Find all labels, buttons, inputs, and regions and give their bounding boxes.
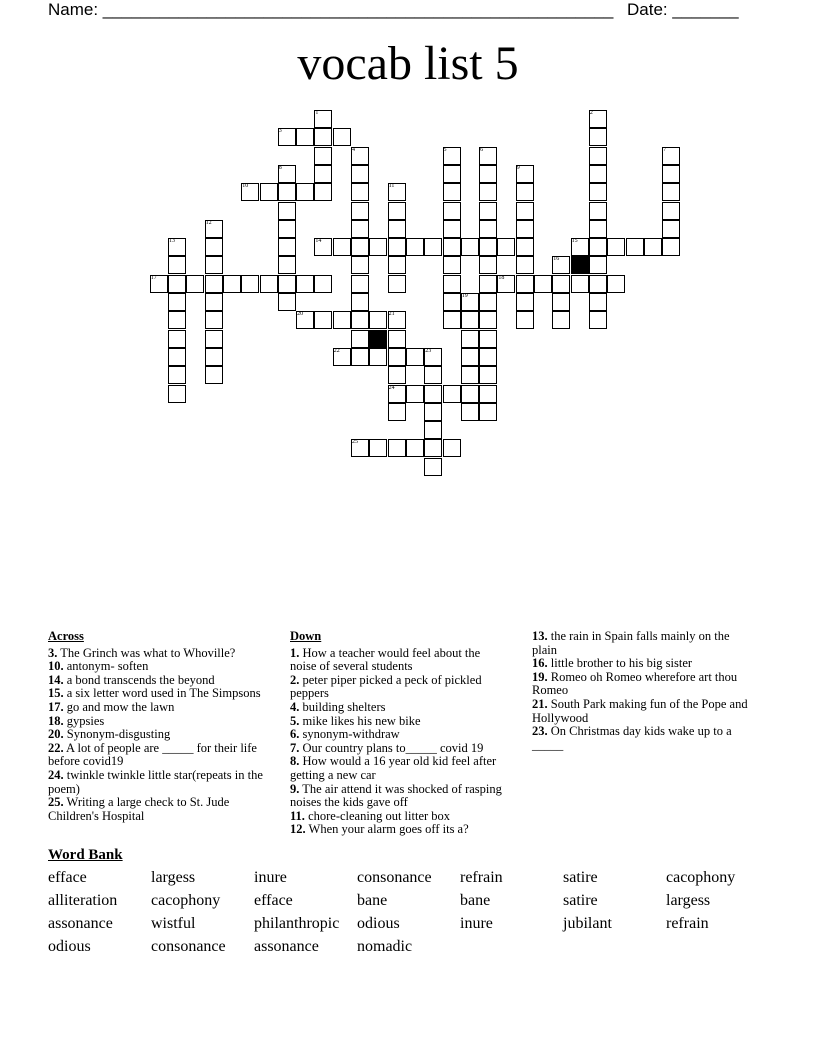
crossword-cell[interactable] [443,439,461,457]
crossword-cell[interactable] [424,439,442,457]
crossword-cell[interactable] [314,147,332,165]
clue-number: 10 [242,183,249,190]
clue-number: 4 [352,146,355,153]
crossword-cell[interactable] [351,330,369,348]
clue-number: 6. [290,727,300,742]
crossword-cell[interactable] [424,238,442,256]
clue-number: 15. [48,686,64,701]
clue-number: 18. [48,713,64,728]
clue-number: 11. [290,808,305,823]
crossword-cell[interactable] [278,202,296,220]
crossword-cell[interactable] [205,366,223,384]
date-field-label: Date: _______ [627,0,739,19]
crossword-cell[interactable] [479,403,497,421]
clue-number: 8. [290,754,300,769]
clue-number: 5 [443,146,447,153]
crossword-cell[interactable] [406,439,424,457]
crossword-cell[interactable] [589,238,607,256]
crossword-cell[interactable] [351,220,369,238]
crossword-grid [0,0,816,500]
word-bank-item: nomadic [357,938,413,955]
crossword-cell[interactable] [479,293,497,311]
crossword-cell[interactable] [607,238,625,256]
crossword-cell[interactable] [662,165,680,183]
crossword-cell[interactable] [260,275,278,293]
crossword-cell[interactable] [369,238,387,256]
clue-item [48,769,263,796]
clue-text: Romeo oh Romeo wherefore art thou Romeo [532,669,738,698]
crossword-cell[interactable] [168,275,186,293]
crossword-cell[interactable] [205,293,223,311]
down-clues [290,630,505,837]
crossword-cell[interactable] [443,385,461,403]
crossword-cell[interactable] [552,275,570,293]
crossword-cell[interactable] [461,330,479,348]
crossword-cell[interactable] [388,439,406,457]
clue-number: 4. [290,699,300,714]
clue-item [532,630,757,657]
clue-number: 19 [461,293,468,299]
clue-item [48,687,263,701]
clue-text: antonym- soften [63,659,149,674]
crossword-cell[interactable] [388,275,406,293]
clue-number: 9. [290,781,300,796]
crossword-cell[interactable] [388,366,406,384]
clue-item [532,671,757,698]
word-bank-item: odious [357,915,400,932]
crossword-cell[interactable] [388,403,406,421]
crossword-cell[interactable] [406,385,424,403]
clue-item [532,725,757,752]
clue-number: 1. [290,645,300,660]
clue-item [48,715,263,729]
clue-item [532,657,757,671]
clue-text: little brother to his big sister [547,656,693,671]
clue-number: 23. [532,724,548,739]
crossword-cell[interactable] [314,311,332,329]
crossword-cell[interactable] [589,256,607,274]
clue-item [290,823,505,837]
crossword-cell[interactable] [278,183,296,201]
crossword-cell[interactable] [443,256,461,274]
crossword-cell[interactable] [223,275,241,293]
crossword-cell[interactable] [424,385,442,403]
crossword-cell[interactable] [479,165,497,183]
crossword-cell[interactable] [205,348,223,366]
crossword-cell[interactable] [168,311,186,329]
crossword-cell[interactable] [443,220,461,238]
word-bank-item: satire [563,892,598,909]
clue-item [48,728,263,742]
clue-text: When your alarm goes off its a? [305,822,469,837]
crossword-cell[interactable] [168,366,186,384]
crossword-cell[interactable] [296,275,314,293]
crossword-cell[interactable] [589,202,607,220]
crossword-cell[interactable] [424,421,442,439]
crossword-cell[interactable] [278,220,296,238]
clue-item [48,701,263,715]
crossword-cell[interactable] [443,238,461,256]
clue-number: 21. [532,696,548,711]
crossword-cell[interactable] [406,238,424,256]
clue-number: 17. [48,699,64,714]
crossword-cell[interactable] [443,275,461,293]
word-bank-item: odious [48,938,91,955]
crossword-cell[interactable] [443,311,461,329]
word-bank-item: wistful [151,915,196,932]
word-bank-item: inure [460,915,493,932]
clue-text: go and mow the lawn [63,699,175,714]
clue-text: How would a 16 year old kid feel after getting a new car [290,754,497,782]
clue-number: 3 [278,128,282,135]
crossword-cell[interactable] [589,183,607,201]
crossword-cell[interactable] [552,293,570,311]
crossword-cell[interactable] [351,275,369,293]
clue-number: 12 [205,219,212,226]
crossword-cell[interactable] [351,202,369,220]
clue-number: 9 [516,164,520,171]
word-bank-item: bane [357,892,388,909]
crossword-cell[interactable] [497,238,515,256]
crossword-cell[interactable] [278,293,296,311]
word-bank-item: efface [254,892,293,909]
clue-item [290,674,505,701]
crossword-cell[interactable] [479,202,497,220]
word-bank [48,868,769,956]
crossword-cell[interactable] [479,311,497,329]
crossword-cell[interactable] [205,330,223,348]
clue-text: Writing a large check to St. Jude Children's Hospital [48,795,230,823]
crossword-cell[interactable] [461,311,479,329]
clue-item [48,742,263,769]
word-bank-item: cacophony [666,869,736,886]
word-bank-title: Word Bank [48,847,123,863]
crossword-cell[interactable] [516,311,534,329]
clue-text: building shelters [299,699,386,714]
crossword-cell[interactable] [516,275,534,293]
crossword-cell[interactable] [314,165,332,183]
crossword-cell[interactable] [461,348,479,366]
clue-item [290,755,505,782]
clue-item [290,701,505,715]
clue-number: 22. [48,740,64,755]
clue-number: 13. [532,629,548,643]
crossword-cell[interactable] [314,275,332,293]
crossword-cell[interactable] [479,348,497,366]
crossword-cell[interactable] [406,348,424,366]
crossword-cell[interactable] [205,256,223,274]
crossword-cell[interactable] [479,330,497,348]
word-bank-item: philanthropic [254,915,340,932]
clue-number: 3. [48,645,58,660]
clue-number: 2 [589,110,593,116]
word-bank-item: largess [666,892,711,909]
clue-number: 8 [278,164,282,171]
clue-number: 20. [48,727,64,742]
crossword-cell[interactable] [479,256,497,274]
crossword-cell[interactable] [260,183,278,201]
crossword-cell[interactable] [662,202,680,220]
crossword-cell[interactable] [516,220,534,238]
clue-item [290,728,505,742]
clue-number: 25 [352,439,358,446]
crossword-cell[interactable] [351,348,369,366]
crossword-cell[interactable] [168,330,186,348]
clue-item [48,796,263,823]
across-heading: Across [48,629,84,643]
crossword-cell[interactable] [205,238,223,256]
word-bank-item: bane [460,892,491,909]
crossword-cell[interactable] [589,311,607,329]
crossword-cell[interactable] [168,293,186,311]
clue-number: 1 [315,110,319,116]
crossword-cell[interactable] [479,366,497,384]
clue-text: A lot of people are _____ for their life before covid19 [48,740,257,769]
crossword-cell[interactable] [443,165,461,183]
page-title: vocab list 5 [297,37,519,90]
down-clues-continued [532,630,757,752]
clue-item [290,715,505,729]
crossword-cell[interactable] [516,183,534,201]
crossword-cell[interactable] [479,385,497,403]
crossword-cell[interactable] [333,238,351,256]
clue-number: 24 [388,384,395,391]
crossword-cell[interactable] [552,311,570,329]
clue-item [48,660,263,674]
crossword-cell[interactable] [168,256,186,274]
crossword-cell[interactable] [351,165,369,183]
clue-number: 19. [532,669,548,684]
crossword-cell[interactable] [168,385,186,403]
crossword-cell[interactable] [589,128,607,146]
crossword-cell[interactable] [314,128,332,146]
word-bank-item: refrain [666,915,709,932]
crossword-cell[interactable] [479,220,497,238]
clue-number: 7 [663,146,667,153]
clue-number: 21 [388,311,395,318]
crossword-cell[interactable] [479,238,497,256]
clue-number: 20 [297,311,304,318]
crossword-cell[interactable] [388,348,406,366]
crossword-cell[interactable] [333,311,351,329]
crossword-cell[interactable] [388,256,406,274]
crossword-cell[interactable] [388,220,406,238]
word-bank-item: inure [254,869,287,886]
clue-number: 25. [48,795,64,810]
clue-number: 11 [388,183,395,190]
clue-number: 14. [48,672,64,687]
clue-text: twinkle twinkle little star(repeats in the poem) [48,767,263,796]
crossword-cell[interactable] [589,165,607,183]
crossword-cell[interactable] [296,128,314,146]
crossword-cell[interactable] [296,183,314,201]
clue-text: the rain in Spain falls mainly on the plain [532,629,730,657]
crossword-black-cell [369,330,387,348]
crossword-cell[interactable] [186,275,204,293]
clue-text: Our country plans to_____ covid 19 [299,740,484,755]
crossword-cell[interactable] [168,348,186,366]
word-bank-item: jubilant [563,915,612,932]
crossword-cell[interactable] [351,311,369,329]
crossword-cell[interactable] [571,275,589,293]
crossword-cell[interactable] [644,238,662,256]
clue-number: 7. [290,740,300,755]
crossword-cell[interactable] [314,183,332,201]
word-bank-item: assonance [48,915,113,932]
clue-number: 14 [315,238,322,245]
crossword-cell[interactable] [278,275,296,293]
clue-number: 18 [498,274,505,281]
clue-text: a six letter word used in The Simpsons [63,686,261,701]
clue-text: South Park making fun of the Pope and Hollywood [532,696,748,725]
clue-text: The air attend it was shocked of rasping noises the kids gave off [290,781,502,810]
crossword-cell[interactable] [516,202,534,220]
crossword-cell[interactable] [516,293,534,311]
crossword-cell[interactable] [424,458,442,476]
crossword-cell[interactable] [443,202,461,220]
clue-number: 17 [150,274,157,281]
clue-number: 15 [571,238,578,245]
crossword-cell[interactable] [424,366,442,384]
word-bank-item: refrain [460,869,503,886]
word-bank-item: efface [48,869,87,886]
crossword-cell[interactable] [443,293,461,311]
crossword-cell[interactable] [351,238,369,256]
crossword-cell[interactable] [241,275,259,293]
crossword-cell[interactable] [589,220,607,238]
clue-text: Synonym-disgusting [63,727,171,742]
clue-text: How a teacher would feel about the noise of several students [290,645,481,674]
crossword-cell[interactable] [662,220,680,238]
word-bank-item: alliteration [48,892,118,909]
clue-number: 23 [425,347,432,354]
word-bank-item: cacophony [151,892,221,909]
clue-number: 16. [532,656,548,671]
down-heading: Down [290,629,322,643]
clue-number: 5. [290,713,300,728]
crossword-cell[interactable] [589,147,607,165]
crossword-black-cell [571,256,589,274]
crossword-cell[interactable] [443,183,461,201]
crossword-cell[interactable] [534,275,552,293]
clue-text: a bond transcends the beyond [63,672,215,687]
clue-item [290,810,505,824]
crossword-cell[interactable] [388,238,406,256]
clue-number: 2. [290,672,300,687]
crossword-cell[interactable] [205,311,223,329]
clue-number: 10. [48,659,64,674]
crossword-cell[interactable] [461,238,479,256]
clue-text: gypsies [63,713,105,728]
crossword-cell[interactable] [369,311,387,329]
crossword-cell[interactable] [461,385,479,403]
clue-text: mike likes his new bike [299,713,421,728]
crossword-cell[interactable] [369,348,387,366]
word-bank-item: satire [563,869,598,886]
crossword-cell[interactable] [461,403,479,421]
clue-item [48,674,263,688]
word-bank-item: consonance [357,869,432,886]
clue-item [532,698,757,725]
clue-item [48,647,263,661]
crossword-cell[interactable] [662,238,680,256]
crossword-cell[interactable] [205,275,223,293]
clue-number: 6 [480,146,484,153]
crossword-cell[interactable] [516,256,534,274]
crossword-cell[interactable] [589,293,607,311]
clue-number: 13 [169,238,175,245]
crossword-cell[interactable] [662,183,680,201]
clue-item [290,783,505,810]
clue-text: synonym-withdraw [299,727,400,742]
crossword-cell[interactable] [351,256,369,274]
crossword-cell[interactable] [351,293,369,311]
crossword-cell[interactable] [369,439,387,457]
clue-item [290,647,505,674]
crossword-cell[interactable] [333,128,351,146]
crossword-cell[interactable] [388,330,406,348]
clue-number: 12. [290,822,306,837]
crossword-cell[interactable] [479,183,497,201]
word-bank-item: assonance [254,938,319,955]
word-bank-item: largess [151,869,196,886]
word-bank-item: consonance [151,938,226,955]
clue-text: chore-cleaning out litter box [304,808,451,823]
clue-item [290,742,505,756]
crossword-cell[interactable] [626,238,644,256]
crossword-cell[interactable] [278,238,296,256]
crossword-cell[interactable] [424,403,442,421]
crossword-cell[interactable] [388,202,406,220]
crossword-cell[interactable] [479,275,497,293]
clue-number: 24. [48,767,64,782]
clue-number: 22 [333,347,340,354]
across-clues [48,630,263,823]
crossword-cell[interactable] [607,275,625,293]
crossword-cell[interactable] [516,238,534,256]
crossword-cell[interactable] [589,275,607,293]
name-field-label: Name: ______________________________________________________ [48,0,614,19]
crossword-cell[interactable] [461,366,479,384]
clue-text: On Christmas day kids wake up to a _____ [532,724,732,752]
clue-text: peter piper picked a peck of pickled peppers [290,672,482,701]
crossword-cell[interactable] [278,256,296,274]
clue-number: 16 [553,256,560,263]
crossword-cell[interactable] [351,183,369,201]
clue-text: The Grinch was what to Whoville? [57,645,236,660]
